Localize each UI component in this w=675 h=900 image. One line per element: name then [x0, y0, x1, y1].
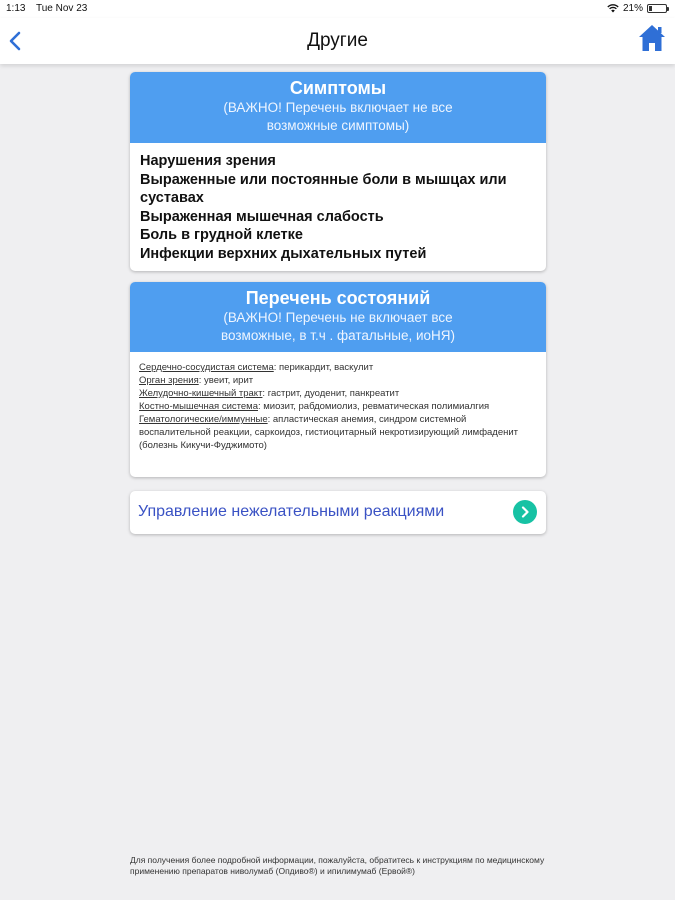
- page-title: Другие: [307, 30, 368, 51]
- condition-item: [139, 361, 537, 374]
- battery-level: [649, 6, 652, 11]
- condition-category: Орган зрения: [139, 375, 199, 386]
- status-bar: [0, 0, 675, 18]
- adverse-reactions-label: Управление нежелательными реакциями: [138, 503, 445, 520]
- condition-item: [139, 413, 537, 452]
- battery-icon: [647, 4, 667, 13]
- status-time: 1:13: [6, 3, 26, 14]
- navigation-bar: [0, 18, 675, 64]
- symptoms-card: [130, 72, 546, 271]
- condition-item: [139, 387, 537, 400]
- symptoms-card-header: [130, 72, 546, 143]
- chevron-right-circle-icon: [513, 500, 537, 524]
- symptom-item: Выраженная мышечная слабость: [140, 208, 384, 225]
- symptoms-list: [130, 143, 546, 263]
- home-icon: [637, 23, 667, 53]
- conditions-subtitle-line1: (ВАЖНО! Перечень не включает все: [223, 310, 453, 325]
- condition-category: Сердечно-сосудистая система: [139, 362, 274, 373]
- condition-text: : перикардит, васкулит: [273, 362, 374, 373]
- condition-text: : миозит, рабдомиолиз, ревматическая полимиалгия: [257, 401, 490, 412]
- condition-text: : апластическая анемия, синдром системной воспалительной реакции, саркоидоз, гистиоцитарный некротизирующий лимфаденит (болезнь Кикучи-Фуджимото): [139, 414, 519, 451]
- wifi-icon: [607, 4, 619, 13]
- condition-category: Желудочно-кишечный тракт: [139, 388, 263, 399]
- footer-disclaimer: Для получения более подробной информации, пожалуйста, обратитесь к инструкциям по медицинскому применению препаратов ниволумаб (Опдиво®) и ипилимумаб (Ервой®): [130, 855, 545, 876]
- condition-category: Гематологические/иммунные: [139, 414, 268, 425]
- conditions-list: [130, 352, 546, 452]
- adverse-reactions-management-button[interactable]: [130, 491, 546, 534]
- conditions-card: [130, 282, 546, 477]
- status-date: Tue Nov 23: [36, 3, 88, 14]
- chevron-right-icon: [520, 506, 530, 518]
- condition-text: : гастрит, дуоденит, панкреатит: [262, 388, 400, 399]
- status-indicators: [607, 3, 667, 14]
- condition-item: [139, 400, 537, 413]
- symptoms-title: Симптомы: [289, 78, 387, 98]
- symptom-item: Боль в грудной клетке: [140, 227, 303, 243]
- condition-text: : увеит, ирит: [198, 375, 254, 386]
- home-button[interactable]: [637, 23, 667, 53]
- symptoms-subtitle-line2: возможные симптомы): [266, 118, 410, 133]
- battery-percent: 21%: [622, 3, 643, 14]
- condition-category: Костно-мышечная система: [139, 401, 258, 412]
- condition-item: [139, 374, 537, 387]
- symptom-item: Нарушения зрения: [140, 153, 276, 169]
- symptom-item: Выраженные или постоянные боли в мышцах или суставах: [140, 171, 507, 206]
- conditions-title: Перечень состояний: [245, 288, 431, 308]
- symptom-item: Инфекции верхних дыхательных путей: [140, 245, 427, 262]
- symptoms-subtitle-line1: (ВАЖНО! Перечень включает не все: [223, 100, 453, 115]
- conditions-card-header: [130, 282, 546, 352]
- conditions-subtitle-line2: возможные, в т.ч . фатальные, иоНЯ): [220, 328, 456, 343]
